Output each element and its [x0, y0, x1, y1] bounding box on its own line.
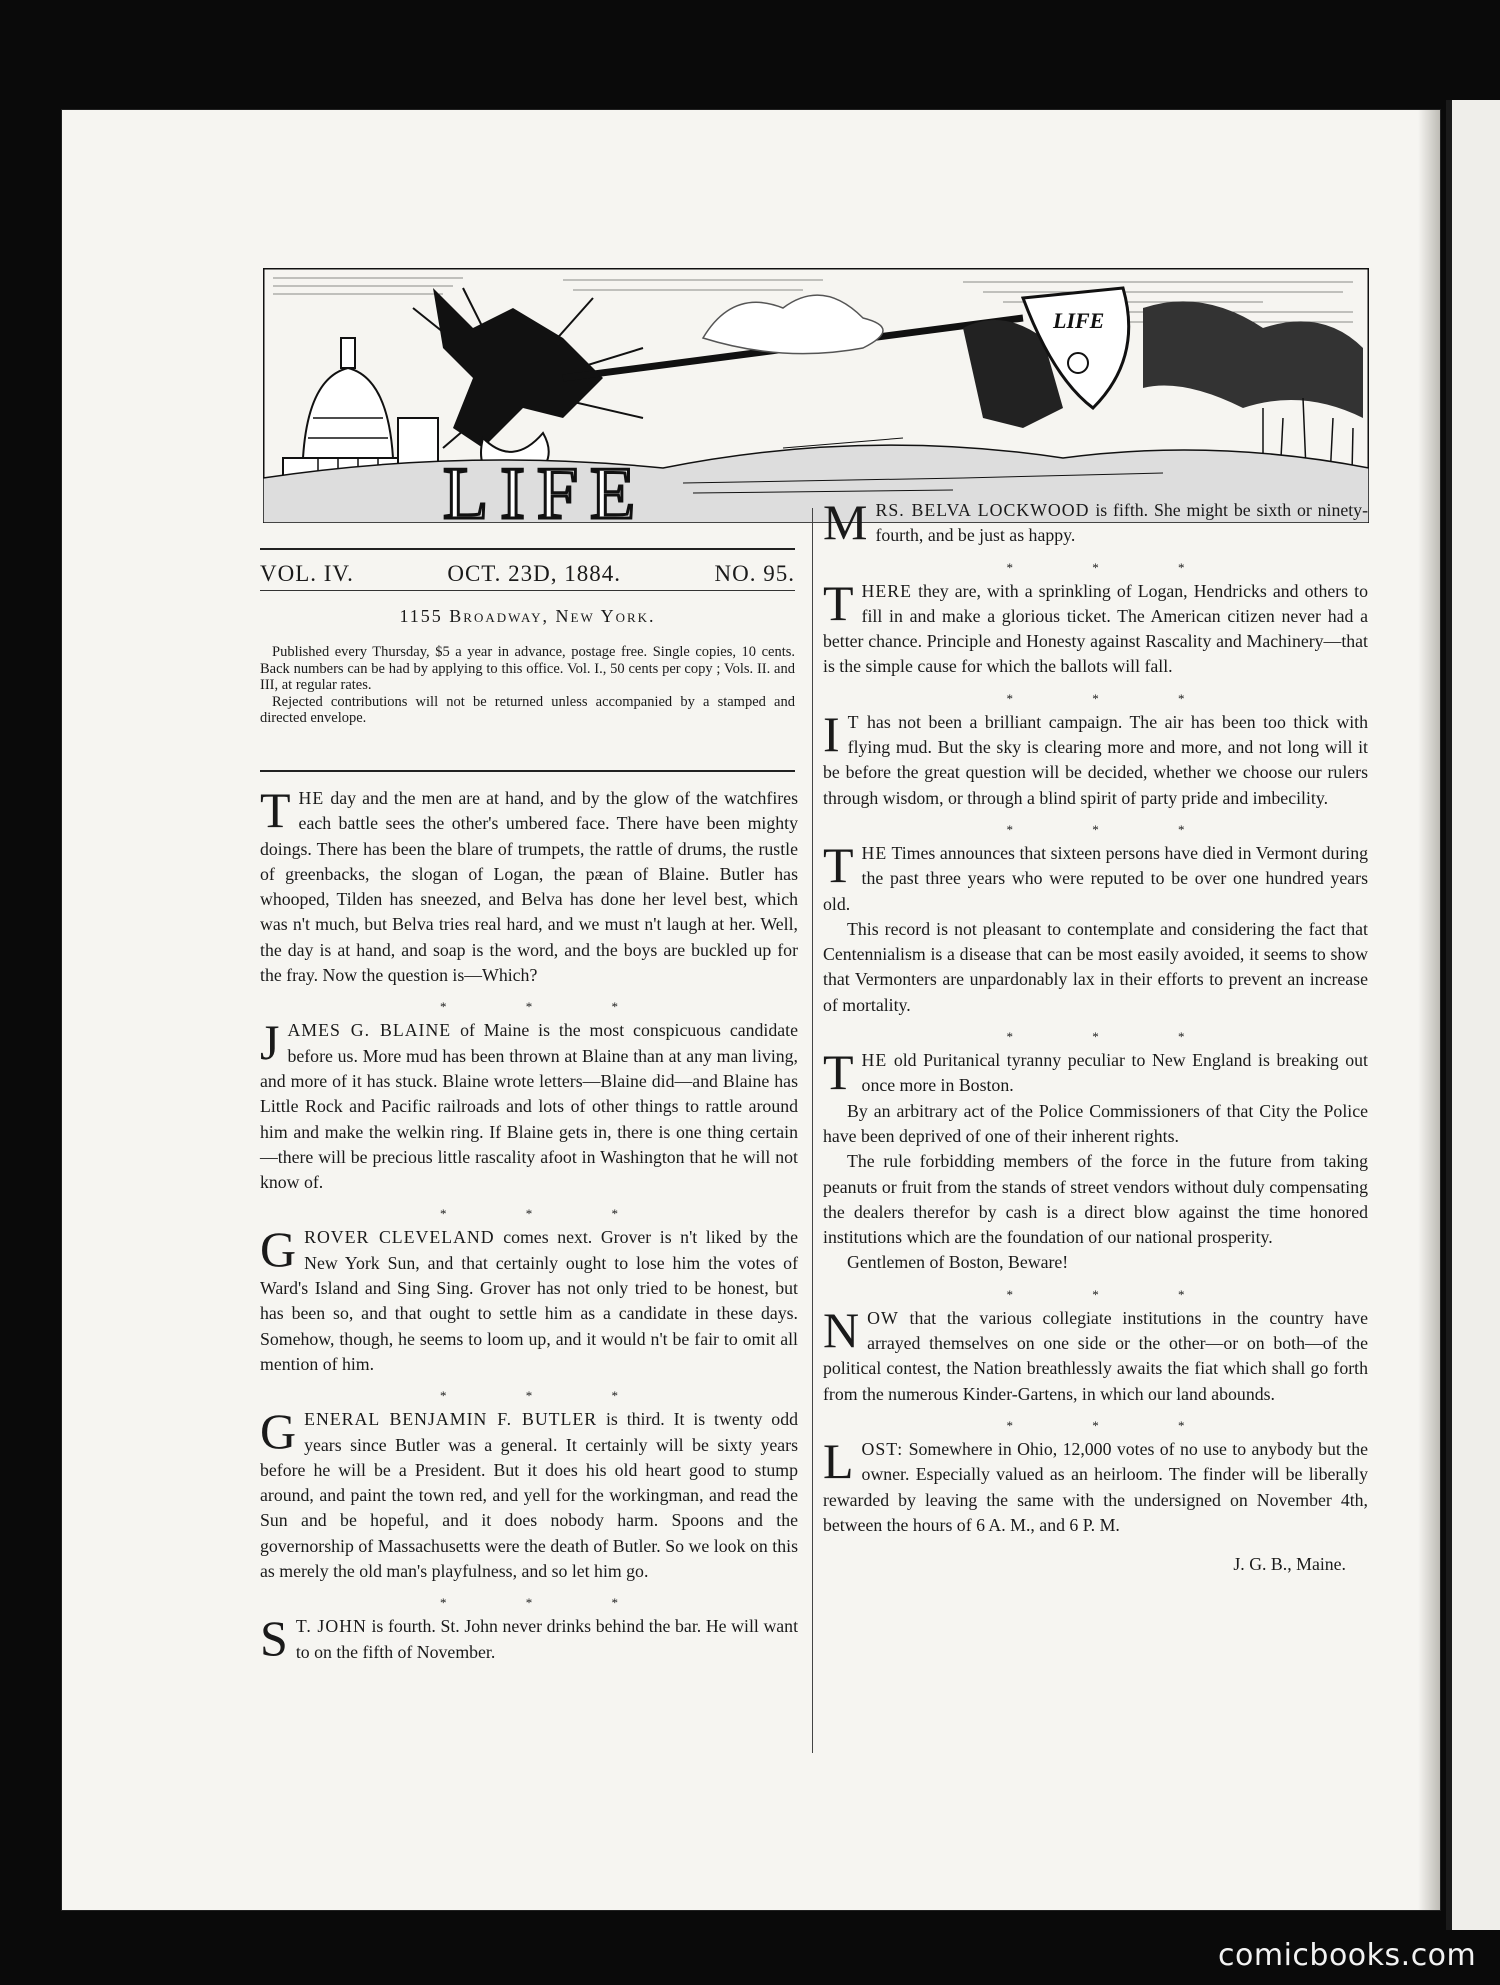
paragraph-gap [823, 1276, 1368, 1284]
issue-number: NO. 95. [714, 561, 795, 586]
office-address: 1155 Broadway, New York. [399, 606, 656, 626]
volume-label: VOL. IV. [260, 561, 354, 586]
issue-date: OCT. 23D, 1884. [447, 561, 621, 586]
paragraph-text: that the various collegiate institutions in the country have arrayed themselves on one side or the other—or on both—of the political contest, the Nation breathlessly awaits the fiat which shall go forth from the numerous Kinder-Gartens, in which our land abounds. [823, 1307, 1368, 1404]
section-separator: * * * [1006, 1286, 1223, 1302]
signature: J. G. B., Maine. [1233, 1554, 1346, 1575]
article-paragraph [823, 1301, 1368, 1407]
paragraph-text: is third. It is twenty odd years since Butler was a general. It certainly will be sixty years before he will be a President. But it does his old heart good to stump around, and paint the town red, and yell for the workingman, and read the Sun and be hopeful, and it does nobody harm. Spoons and the governorship of Massachusetts were the death of Butler. So we look on this as merely the old man's playfulness, and so let him go. [260, 1409, 798, 1582]
paragraph-continuation: The rule forbidding members of the force in the future from taking peanuts or fruit from the stands of street vendors without duly compensating the dealers therefor by cash is a direct blow against the time honored institutions which are the foundation of our national prosperity. [823, 1151, 1368, 1248]
adjacent-page-edge [1446, 100, 1500, 1930]
paragraph-text: Somewhere in Ohio, 12,000 votes of no use to anybody but the owner. Especially valued as an heirloom. The finder will be liberally rewarded by leaving the same with the undersigned on November 4th, between the hours of 6 A. M., and 6 P. M. [823, 1438, 1368, 1535]
shield-inscription: LIFE [1053, 308, 1105, 333]
issue-rule [260, 590, 795, 591]
lead-words: ENERAL BENJAMIN F. BUTLER [304, 1409, 598, 1430]
paragraph-gap [823, 680, 1368, 688]
lead-words: T. JOHN [295, 1616, 367, 1637]
paragraph-gap [823, 811, 1368, 819]
lead-words: HE [298, 788, 325, 808]
subscription-terms: Published every Thursday, $5 a year in advance, postage free. Single copies, 10 cents. Back numbers can be had by applying to this office. Vol. I., 50 cents per copy ; Vols. II. and III, at regular rates. [260, 644, 795, 693]
article-paragraph [260, 1403, 798, 1584]
lead-words: AMES G. BLAINE [287, 1020, 452, 1041]
section-separator: * * * [440, 999, 656, 1015]
paragraph-text: Times announces that sixteen persons have died in Vermont during the past three years who were reputed to be over one hundred years old. [823, 842, 1368, 914]
drop-cap: T [823, 574, 854, 631]
drop-cap: J [260, 1014, 280, 1071]
article-paragraph [823, 705, 1368, 811]
article-paragraph [823, 574, 1368, 680]
paragraph-continuation: This record is not pleasant to contemplate and considering the fact that Centennialism is a disease that can be most easily avoided, it seems to show that Vermonters are unpardonably lax in their efforts to prevent an increase of mortality. [823, 918, 1368, 1015]
article-paragraph [823, 494, 1368, 550]
paragraph-text: is fifth. She might be sixth or ninety-fourth, and be just as happy. [875, 500, 1368, 546]
paragraph-text: has not been a brilliant campaign. The air has been too thick with flying mud. But the sky is clearing more and more, and not long will it be before the great question will be decided, whether we choose our rulers through wisdom, or through a blind spirit of party pride and imbecility. [823, 711, 1368, 808]
paragraph-gap [823, 1407, 1368, 1415]
article-paragraph [823, 1044, 1368, 1276]
paragraph-text: comes next. Grover is n't liked by the New York Sun, and that certainly ought to lose him the votes of Ward's Island and Sing Sing. Grover has not only tried to be honest, but has been so, and that ought to settle him as a candidate in these days. Somehow, though, he seems to loom up, and it would n't be fair to omit all mention of him. [260, 1227, 798, 1374]
paragraph-text: day and the men are at hand, and by the glow of the watchfires each battle sees the other's umbered face. There have been mighty doings. There has been the blare of trumpets, the rattle of drums, the rustle of greenbacks, the slogan of Logan, the pæan of Blaine. Butler has whooped, Tilden has sneezed, and Belva has done her level best, which was n't much, but Belva tries real hard, and we must n't laugh at her. Well, the day is at hand, and soap is the word, and the boys are buckled up for the fray. Now the question is—Which? [260, 788, 798, 986]
publication-info [260, 644, 795, 727]
section-separator: * * * [440, 1206, 656, 1222]
section-separator: * * * [1006, 1417, 1223, 1433]
paragraph-gap [260, 1377, 798, 1385]
article-paragraph [260, 1610, 799, 1667]
paragraph-continuation: Gentlemen of Boston, Beware! [847, 1252, 1069, 1273]
section-separator: * * * [1006, 1029, 1223, 1045]
left-column [260, 782, 799, 1673]
column-divider [812, 508, 813, 1753]
issue-line [260, 548, 795, 594]
drop-cap: G [260, 1403, 297, 1460]
paragraph-text: old Puritanical tyranny peculiar to New England is breaking out once more in Boston. [861, 1050, 1368, 1096]
article-paragraph [260, 1014, 798, 1195]
article-paragraph [260, 782, 798, 988]
lead-words: T [847, 711, 860, 732]
paragraph-gap [823, 1018, 1368, 1026]
contributions-notice: Rejected contributions will not be returned unless accompanied by a stamped and directed envelope. [260, 693, 795, 726]
lead-words: HE [861, 842, 888, 863]
page-gutter-shadow [1418, 110, 1440, 1910]
paragraph-text: of Maine is the most conspicuous candidate before us. More mud has been thrown at Blaine than at any man living, and more of it has stuck. Blaine wrote letters—Blaine did—and Blaine has Little Rock and Pacific railroads and lots of other things to rattle around him and make the welkin ring. If Blaine gets in, there is one thing certain—there will be precious little rascality afoot in Washington that he will not know of. [260, 1020, 798, 1193]
paragraph-continuation: By an arbitrary act of the Police Commissioners of that City the Police have been deprived of one of their inherent rights. [823, 1100, 1368, 1146]
article-paragraph [823, 1432, 1368, 1538]
lead-words: RS. BELVA LOCKWOOD [875, 500, 1090, 520]
section-separator: * * * [1006, 690, 1223, 706]
drop-cap: N [823, 1301, 860, 1358]
section-separator: * * * [440, 1595, 656, 1611]
paragraph-text: is fourth. St. John never drinks behind the bar. He will want to on the fifth of November. [295, 1616, 799, 1662]
masthead-illustration [263, 268, 1369, 523]
right-column [823, 494, 1368, 1577]
lead-words: HERE [861, 580, 912, 601]
drop-cap: M [823, 494, 868, 550]
paragraph-gap [260, 1584, 798, 1592]
section-separator: * * * [1006, 559, 1223, 575]
lead-words: HE [861, 1050, 888, 1071]
paragraph-gap [260, 1665, 798, 1673]
lead-words: OW [867, 1307, 899, 1328]
drop-cap: L [823, 1432, 854, 1489]
paragraph-gap [260, 988, 798, 996]
header-rule [260, 770, 795, 772]
article-paragraph [260, 1221, 798, 1377]
paragraph-text: they are, with a sprinkling of Logan, Hendricks and others to fill in and make a glorious ticket. The American citizen never had a better chance. Principle and Honesty against Rascality and Machinery—that is the simple cause for which the ballots will fall. [823, 580, 1368, 677]
lead-words: ROVER CLEVELAND [304, 1227, 495, 1248]
paragraph-gap [823, 549, 1368, 557]
paragraph-gap [823, 1538, 1368, 1546]
drop-cap: T [823, 1044, 854, 1101]
masthead-title: LIFE [443, 453, 648, 523]
paragraph-gap [260, 1195, 798, 1203]
drop-cap: S [260, 1610, 288, 1667]
drop-cap: I [823, 705, 840, 762]
lead-words: OST: [861, 1438, 904, 1459]
site-watermark: comicbooks.com [1218, 1938, 1477, 1973]
section-separator: * * * [440, 1388, 656, 1404]
drop-cap: T [260, 782, 291, 838]
section-separator: * * * [1006, 821, 1223, 837]
drop-cap: T [823, 836, 854, 893]
drop-cap: G [260, 1221, 297, 1278]
article-paragraph [823, 836, 1368, 1018]
